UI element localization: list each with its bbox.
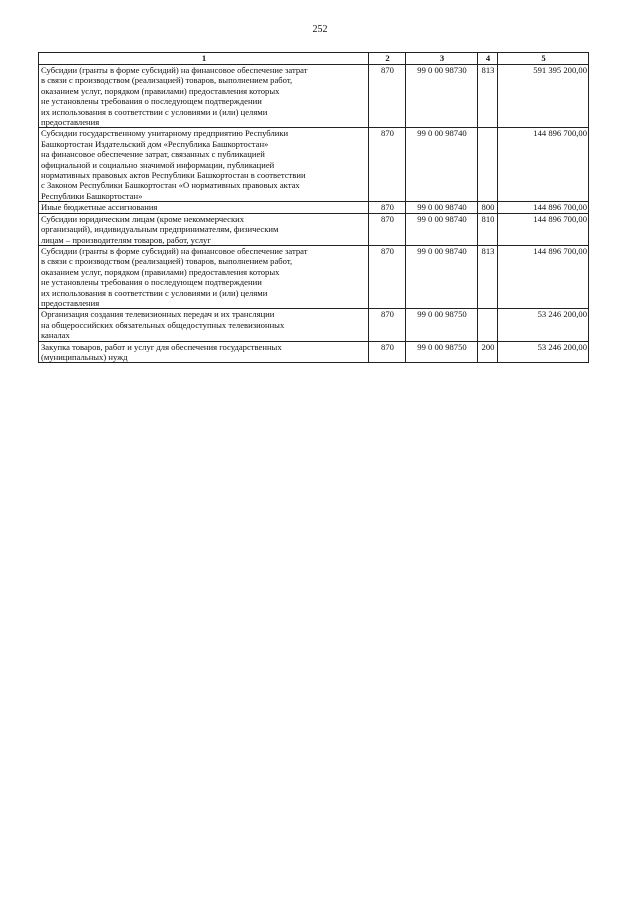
description-line: Иные бюджетные ассигнования: [41, 202, 158, 213]
ministry-code: 870: [369, 341, 406, 363]
column-header-3: 3: [406, 53, 478, 65]
description-line: Субсидии юридическим лицам (кроме некоммерческих: [41, 213, 245, 224]
column-header-2: 2: [369, 53, 406, 65]
description-line: предоставления: [41, 297, 100, 308]
table-row: [39, 202, 589, 213]
column-header-1: 1: [39, 53, 369, 65]
description-line: не установлены требования о последующем подтверждении: [41, 277, 262, 288]
column-header-4: 4: [478, 53, 498, 65]
row-description: [39, 213, 369, 245]
table-row: [39, 341, 589, 363]
amount: 144 896 700,00: [498, 202, 589, 213]
description-line: Субсидии государственному унитарному предприятию Республики: [41, 128, 289, 139]
description-line: каналах: [41, 330, 70, 341]
description-line: Республики Башкортостан»: [41, 190, 143, 201]
amount: 53 246 200,00: [498, 341, 589, 363]
expense-type-code: 200: [478, 341, 498, 363]
row-description: [39, 309, 369, 341]
amount: 144 896 700,00: [498, 128, 589, 202]
row-description: [39, 128, 369, 202]
expense-type-code: [478, 309, 498, 341]
description-line: их использования в соответствии с условиями и (или) целями: [41, 287, 268, 298]
ministry-code: 870: [369, 309, 406, 341]
description-line: Башкортостан Издательский дом «Республика Башкортостан»: [41, 138, 269, 149]
target-article-code: 99 0 00 98740: [406, 245, 478, 308]
ministry-code: 870: [369, 245, 406, 308]
target-article-code: 99 0 00 98730: [406, 65, 478, 128]
table-header: [39, 53, 589, 65]
ministry-code: 870: [369, 213, 406, 245]
target-article-code: 99 0 00 98740: [406, 128, 478, 202]
description-line: не установлены требования о последующем подтверждении: [41, 96, 262, 107]
row-description: [39, 202, 369, 213]
amount: 53 246 200,00: [498, 309, 589, 341]
description-line: Организация создания телевизионных передач и их трансляции: [41, 309, 275, 320]
budget-table: [38, 52, 589, 363]
description-line: лицам – производителям товаров, работ, услуг: [41, 234, 211, 245]
row-description: [39, 65, 369, 128]
description-line: с Законом Республики Башкортостан «О нормативных правовых актах: [41, 180, 300, 191]
description-line: оказанием услуг, порядком (правилами) предоставления которых: [41, 85, 280, 96]
expense-type-code: 813: [478, 245, 498, 308]
description-line: Субсидии (гранты в форме субсидий) на финансовое обеспечение затрат: [41, 65, 308, 75]
description-line: организаций), индивидуальным предпринимателям, физическим: [41, 224, 279, 235]
target-article-code: 99 0 00 98740: [406, 213, 478, 245]
expense-type-code: 810: [478, 213, 498, 245]
column-header-5: 5: [498, 53, 589, 65]
row-description: [39, 341, 369, 363]
description-line: их использования в соответствии с условиями и (или) целями: [41, 106, 268, 117]
amount: 144 896 700,00: [498, 213, 589, 245]
ministry-code: 870: [369, 65, 406, 128]
ministry-code: 870: [369, 128, 406, 202]
description-line: официальной и социально значимой информации, публикацией: [41, 159, 275, 170]
expense-type-code: [478, 128, 498, 202]
description-line: на общероссийских обязательных общедоступных телевизионных: [41, 319, 285, 330]
page-number: 252: [312, 24, 328, 35]
description-line: в связи с производством (реализацией) товаров, выполнением работ,: [41, 256, 293, 267]
ministry-code: 870: [369, 202, 406, 213]
description-line: предоставления: [41, 117, 100, 128]
table-row: [39, 213, 589, 245]
description-line: (муниципальных) нужд: [41, 351, 128, 362]
amount: 591 395 200,00: [498, 65, 589, 128]
table-row: [39, 65, 589, 128]
target-article-code: 99 0 00 98740: [406, 202, 478, 213]
target-article-code: 99 0 00 98750: [406, 341, 478, 363]
description-line: в связи с производством (реализацией) товаров, выполнением работ,: [41, 75, 293, 86]
expense-type-code: 813: [478, 65, 498, 128]
amount: 144 896 700,00: [498, 245, 589, 308]
description-line: оказанием услуг, порядком (правилами) предоставления которых: [41, 266, 280, 277]
description-line: Субсидии (гранты в форме субсидий) на финансовое обеспечение затрат: [41, 245, 308, 256]
description-line: Закупка товаров, работ и услуг для обеспечения государственных: [41, 341, 282, 352]
table-body: [39, 65, 589, 363]
header-row: [39, 53, 589, 65]
table-row: [39, 128, 589, 202]
target-article-code: 99 0 00 98750: [406, 309, 478, 341]
description-line: нормативных правовых актов Республики Башкортостан в соответствии: [41, 170, 306, 181]
expense-type-code: 800: [478, 202, 498, 213]
table-row: [39, 309, 589, 341]
description-line: на финансовое обеспечение затрат, связанных с публикацией: [41, 149, 265, 160]
table-row: [39, 245, 589, 308]
row-description: [39, 245, 369, 308]
